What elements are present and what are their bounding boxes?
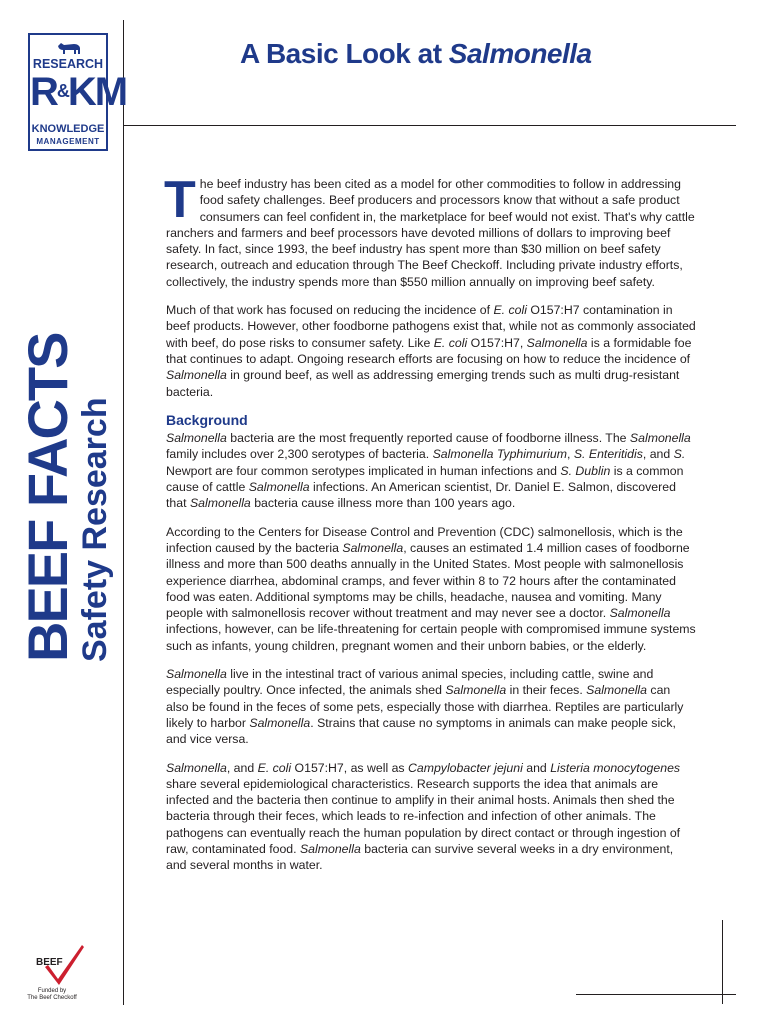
corner-horizontal-rule [576,994,736,995]
corner-vertical-rule [722,920,723,1004]
research-knowledge-management-logo [28,33,127,151]
header-horizontal-rule [123,125,736,126]
page-title: A Basic Look at Salmonella [240,38,592,69]
left-vertical-rule [123,20,124,1005]
logo-knowledge-text: KNOWLEDGE [31,123,105,135]
side-title-beef-facts: BEEF FACTS [16,333,79,662]
logo-management-text: MANAGEMENT [36,137,100,146]
beef-logo-text: BEEF [36,957,63,968]
logo-research-text: RESEARCH [32,57,104,71]
beef-checkoff-logo [34,943,86,987]
paragraph-background: Salmonella bacteria are the most frequently reported cause of foodborne illness. The Salmonella family includes over 2,300 serotypes of bacteria. Salmonella Typhimurium, S. Enteritidis, and S. Newport are four common serotypes implicated in human infections and S. Dublin is a common cause of cattle Salmonella infections. An American scientist, Dr. Daniel E. Salmon, discovered that Salmonella bacteria cause illness more than 100 years ago. [166,431,691,511]
funded-by-text [22,988,82,1002]
article-body [164,171,696,886]
side-title-safety-research: Safety Research [76,397,114,662]
paragraph-epidemiology: Salmonella, and E. coli O157:H7, as well as Campylobacter jejuni and Listeria monocytogenes share several epidemiological characteristics. Research supports the idea that animals are infected and the bacteria then continue to amplify in their animal hosts. Animals then shed the bacteria through their feces, which leads to re-infection and infection of other animals. The pathogens can eventually reach the human population by direct contact or through ingestion of raw, contaminated food. Salmonella bacteria can survive several weeks in a dry environment, and several months in water. [166,760,681,873]
funded-line-1: Funded by [37,988,67,994]
paragraph-animals: Salmonella live in the intestinal tract of various animal species, including cattle, swine and especially poultry. Once infected, the animals shed Salmonella in their feces. Salmonella can also be found in the feces of some pets, especially those with diarrhea. Reptiles are particularly likely to harbor Salmonella. Strains that cause no symptoms in animals can make people sick, and vice versa. [166,667,684,747]
drop-cap: T [164,171,196,229]
paragraph-cdc: According to the Centers for Disease Control and Prevention (CDC) salmonellosis, which is the infection caused by the bacteria Salmonella, causes an estimated 1.4 million cases of foodborne illness and more than 500 deaths annually in the United States. Most people with salmonellosis experience diarrhea, abdominal cramps, and fever within 8 to 72 hours after the contaminated food was eaten. Additional symptoms may be chills, headache, nausea and vomiting. Many people with salmonellosis recover without treatment and may never see a doctor. Salmonella infections, however, can be life-threatening for certain people with compromised immune systems such as infants, young children, pregnant women and their unborn babies, or the elderly. [166,524,696,653]
cow-icon [56,40,82,56]
paragraph-ecoli: Much of that work has focused on reducing the incidence of E. coli O157:H7 contamination in beef products. However, other foodborne pathogens exist that, while not as commonly associated with beef, do pose risks to consumer safety. Like E. coli O157:H7, Salmonella is a formidable foe that continues to adapt. Ongoing research efforts are focusing on how to reduce the incidence of Salmonella in ground beef, as well as addressing emerging trends such as multi drug-resistant bacteria. [166,303,696,399]
side-title [16,333,114,662]
logo-rkm-text: R&KM [30,70,127,114]
paragraph-intro: The beef industry has been cited as a model for other commodities to follow in addressing food safety challenges. Beef producers and processors know that without a safe product consumers can feel confident in, the marketplace for beef would not exist. That's why cattle ranchers and farmers and beef processors have devoted millions of dollars to improving beef safety. In fact, since 1993, the beef industry has spent more than $30 million on beef safety research, outreach and education through The Beef Checkoff. Including private industry efforts, collectively, the industry spends more than $550 million annually on improving beef safety. [164,171,695,289]
funded-line-2: The Beef Checkoff [27,995,77,1001]
section-heading-background: Background [166,411,248,428]
